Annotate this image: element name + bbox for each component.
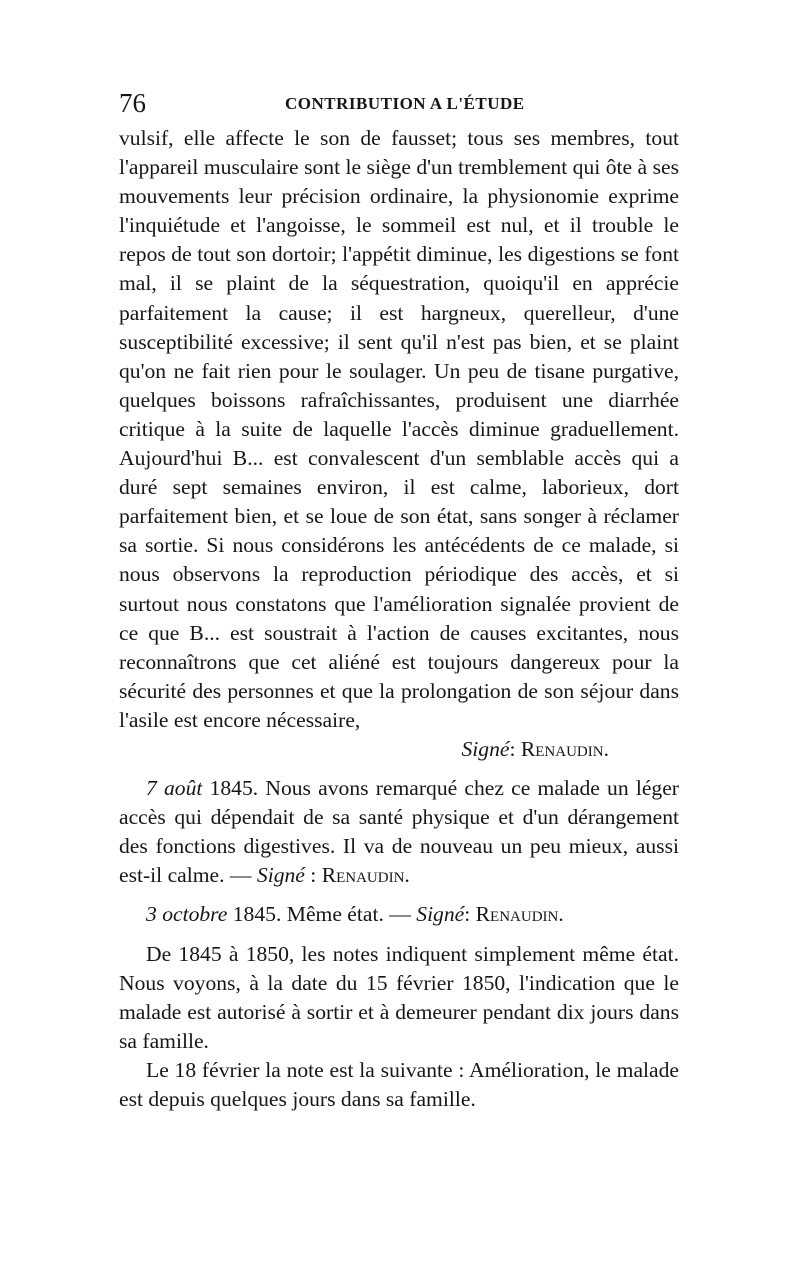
page-number: 76 <box>119 88 146 118</box>
signature-1-name: : Renaudin. <box>509 736 609 761</box>
paragraph-5 <box>119 1056 679 1114</box>
paragraph-3-date: 3 octobre <box>146 902 228 927</box>
paragraph-3-sig-word: Signé <box>416 902 465 927</box>
paragraph-2-date: 7 août <box>146 776 203 801</box>
paragraph-5-text: Le 18 février la note est la suivante : Amélioration, le malade est depuis quelques jours dans sa famille. <box>119 1057 679 1111</box>
signature-1 <box>119 735 609 764</box>
paragraph-2 <box>119 774 679 890</box>
paragraph-3-sig-name: : Renaudin. <box>464 902 564 927</box>
paragraph-3 <box>119 900 679 929</box>
paragraph-4 <box>119 940 679 1056</box>
paragraph-1 <box>119 124 679 735</box>
paragraph-2-sig-word: Signé <box>256 863 305 888</box>
running-head: CONTRIBUTION A L'ÉTUDE <box>285 94 525 113</box>
paragraph-2-text: 1845. Nous avons remarqué chez ce malade un léger accès qui dépendait de sa santé physique et d'un dérangement des fonctions digestives. Il va de nouveau un peu mieux, aussi est-il calme. — <box>119 776 680 888</box>
paragraph-1-text: vulsif, elle affecte le son de fausset; tous ses membres, tout l'appareil musculaire sont le siège d'un tremblement qui ôte à ses mouvements leur précision ordinaire, la physionomie exprime l'inquiétude et l'angoisse, le sommeil est nul, et il trouble le repos de tout son dortoir; l'appétit diminue, les digestions se font mal, il se plaint de la séquestration, quoiqu'il en apprécie parfaitement la cause; il est hargneux, querelleur, d'une susceptibilité excessive; il sent qu'il n'est pas bien, et se plaint qu'on ne fait rien pour le soulager. Un peu de tisane purgative, quelques boissons rafraîchissantes, produisent une diarrhée critique à la suite de laquelle l'accès diminue graduellement. Aujourd'hui B... est convalescent d'un semblable accès qui a duré sept semaines environ, il est calme, laborieux, dort parfaitement bien, et se loue de son état, sans songer à réclamer sa sortie. Si nous considérons les antécédents de ce malade, si nous observons la reproduction périodique des accès, et si surtout nous constatons que l'amélioration signalée provient de ce que B... est soustrait à l'action de causes excitantes, nous reconnaîtrons que cet aliéné est toujours dangereux pour la sécurité des personnes et que la prolongation de son séjour dans l'asile est encore nécessaire, <box>119 126 679 732</box>
signature-1-word: Signé <box>461 736 510 761</box>
paragraph-4-text: De 1845 à 1850, les notes indiquent simplement même état. Nous voyons, à la date du 15 février 1850, l'indication que le malade est autorisé à sortir et à demeurer pendant dix jours dans sa famille. <box>119 941 679 1053</box>
paragraph-2-sig-name: : Renaudin. <box>304 863 410 888</box>
paragraph-3-text: 1845. Même état. — <box>227 902 417 927</box>
body-text <box>119 124 679 1114</box>
page-header <box>119 88 679 118</box>
